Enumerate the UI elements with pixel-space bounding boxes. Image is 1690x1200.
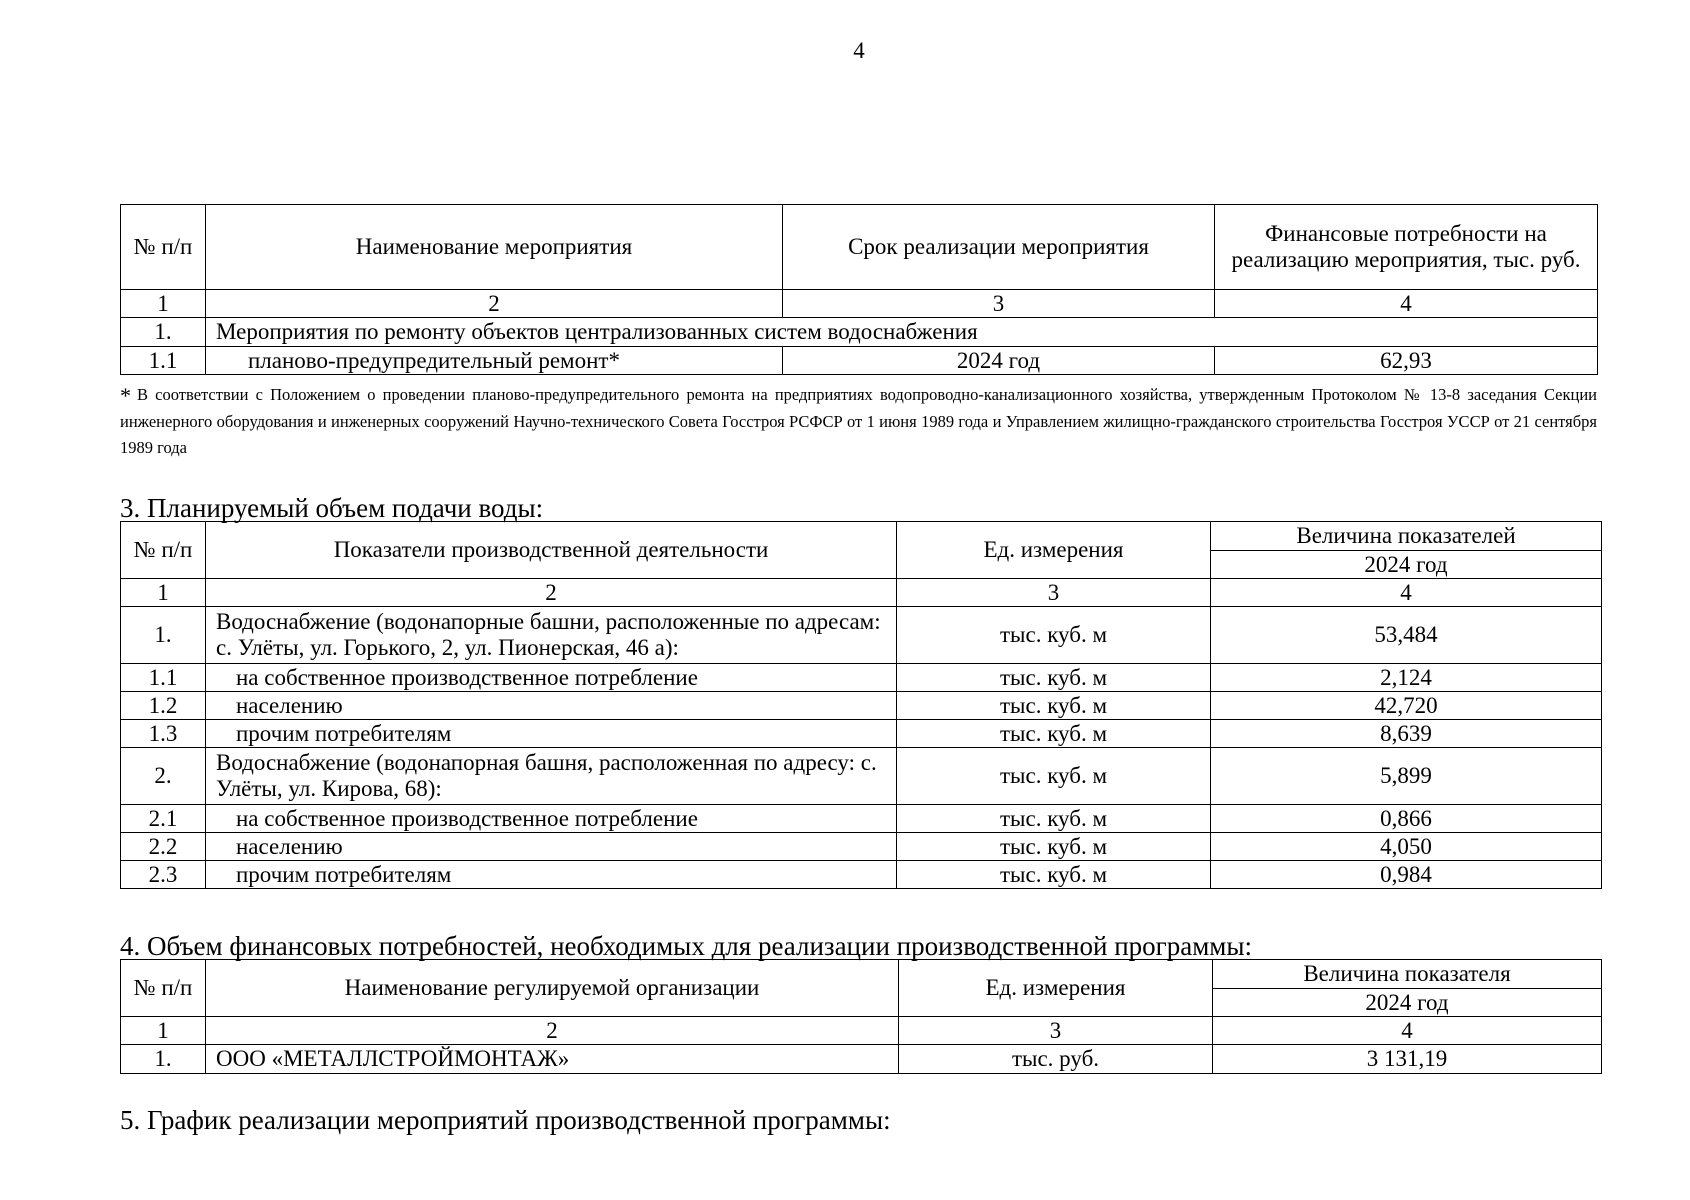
footnote-star: * (120, 383, 131, 408)
col-number: 2 (206, 579, 897, 607)
header-year: 2024 год (1211, 551, 1602, 579)
header-num: № п/п (121, 960, 206, 1017)
table-row (121, 1045, 1602, 1074)
measures-table (120, 204, 1598, 375)
row-name: Водоснабжение (водонапорные башни, расположенные по адресам: с. Улёты, ул. Горького, 2, ул. Пионерская, 46 а): (206, 607, 897, 664)
row-value: 0,866 (1211, 805, 1602, 833)
financial-needs-table (120, 959, 1602, 1074)
col-number: 3 (897, 579, 1211, 607)
section-num: 1. (121, 318, 206, 347)
table-header-row (121, 960, 1602, 989)
row-unit: тыс. куб. м (897, 664, 1211, 692)
row-value: 42,720 (1211, 692, 1602, 720)
row-num: 2.3 (121, 861, 206, 889)
row-name: Водоснабжение (водонапорная башня, расположенная по адресу: с. Улёты, ул. Кирова, 68): (206, 748, 897, 805)
row-unit: тыс. куб. м (897, 748, 1211, 805)
row-unit: тыс. куб. м (897, 805, 1211, 833)
page-number: 4 (853, 38, 865, 63)
row-value: 3 131,19 (1213, 1045, 1602, 1074)
row-name: прочим потребителям (206, 861, 897, 889)
col-number: 1 (121, 290, 206, 318)
header-num: № п/п (121, 522, 206, 579)
column-number-row (121, 290, 1598, 318)
col-number: 4 (1213, 1017, 1602, 1045)
row-num: 2.2 (121, 833, 206, 861)
header-value: Величина показателей (1211, 522, 1602, 551)
row-name: на собственное производственное потребление (206, 805, 897, 833)
footnote (120, 382, 1597, 461)
header-value: Величина показателя (1213, 960, 1602, 989)
row-unit: тыс. куб. м (897, 607, 1211, 664)
row-name: населению (206, 692, 897, 720)
col-number: 3 (783, 290, 1215, 318)
row-num: 2.1 (121, 805, 206, 833)
header-year: 2024 год (1213, 989, 1602, 1017)
row-org: ООО «МЕТАЛЛСТРОЙМОНТАЖ» (206, 1045, 899, 1074)
row-num: 1.1 (121, 664, 206, 692)
section-row (121, 318, 1598, 347)
table-row (121, 748, 1602, 805)
row-value: 8,639 (1211, 720, 1602, 748)
header-finance: Финансовые потребности на реализацию мероприятия, тыс. руб. (1215, 205, 1598, 290)
table-row (121, 692, 1602, 720)
row-value: 62,93 (1215, 347, 1598, 375)
row-value: 5,899 (1211, 748, 1602, 805)
header-org: Наименование регулируемой организации (206, 960, 899, 1017)
col-number: 2 (206, 1017, 899, 1045)
row-num: 1.1 (121, 347, 206, 375)
row-value: 2,124 (1211, 664, 1602, 692)
row-name: на собственное производственное потребление (206, 664, 897, 692)
header-unit: Ед. измерения (899, 960, 1213, 1017)
row-num: 1.3 (121, 720, 206, 748)
row-value: 0,984 (1211, 861, 1602, 889)
row-unit: тыс. куб. м (897, 692, 1211, 720)
column-number-row (121, 579, 1602, 607)
col-number: 4 (1215, 290, 1598, 318)
row-value: 53,484 (1211, 607, 1602, 664)
table-row (121, 664, 1602, 692)
table-row (121, 833, 1602, 861)
column-number-row (121, 1017, 1602, 1045)
section-3-heading: 3. Планируемый объем подачи воды: (120, 493, 544, 523)
col-number: 1 (121, 1017, 206, 1045)
row-unit: тыс. куб. м (897, 861, 1211, 889)
row-num: 2. (121, 748, 206, 805)
row-num: 1.2 (121, 692, 206, 720)
row-unit: тыс. куб. м (897, 720, 1211, 748)
row-unit: тыс. куб. м (897, 833, 1211, 861)
table-row (121, 347, 1598, 375)
footnote-text: В соответствии с Положением о проведении планово-предупредительного ремонта на предприятиях водопроводно-канализационного хозяйства, утвержденным Протоколом № 13-8 заседания Секции инженерного оборудования и инженерных сооружений Научно-технического Совета Госстроя РСФСР от 1 июня 1989 года и Управлением жилищно-гражданского строительства Госстроя УССР от 21 сентября 1989 года (120, 385, 1597, 457)
header-indicator: Показатели производственной деятельности (206, 522, 897, 579)
col-number: 3 (899, 1017, 1213, 1045)
section-4-heading: 4. Объем финансовых потребностей, необходимых для реализации производственной программы: (120, 931, 1253, 961)
table-row (121, 607, 1602, 664)
col-number: 4 (1211, 579, 1602, 607)
table-header-row (121, 522, 1602, 551)
row-name: прочим потребителям (206, 720, 897, 748)
row-value: 4,050 (1211, 833, 1602, 861)
row-name: планово-предупредительный ремонт* (206, 347, 783, 375)
table-header-row (121, 205, 1598, 290)
header-num: № п/п (121, 205, 206, 290)
section-title: Мероприятия по ремонту объектов централизованных систем водоснабжения (206, 318, 1598, 347)
table-row (121, 805, 1602, 833)
header-name: Наименование мероприятия (206, 205, 783, 290)
row-unit: тыс. руб. (899, 1045, 1213, 1074)
table-row (121, 720, 1602, 748)
row-term: 2024 год (783, 347, 1215, 375)
section-5-heading: 5. График реализации мероприятий производственной программы: (120, 1105, 891, 1135)
row-num: 1. (121, 607, 206, 664)
header-term: Срок реализации мероприятия (783, 205, 1215, 290)
row-name: населению (206, 833, 897, 861)
row-num: 1. (121, 1045, 206, 1074)
table-row (121, 861, 1602, 889)
water-supply-table (120, 521, 1602, 889)
header-unit: Ед. измерения (897, 522, 1211, 579)
col-number: 1 (121, 579, 206, 607)
col-number: 2 (206, 290, 783, 318)
